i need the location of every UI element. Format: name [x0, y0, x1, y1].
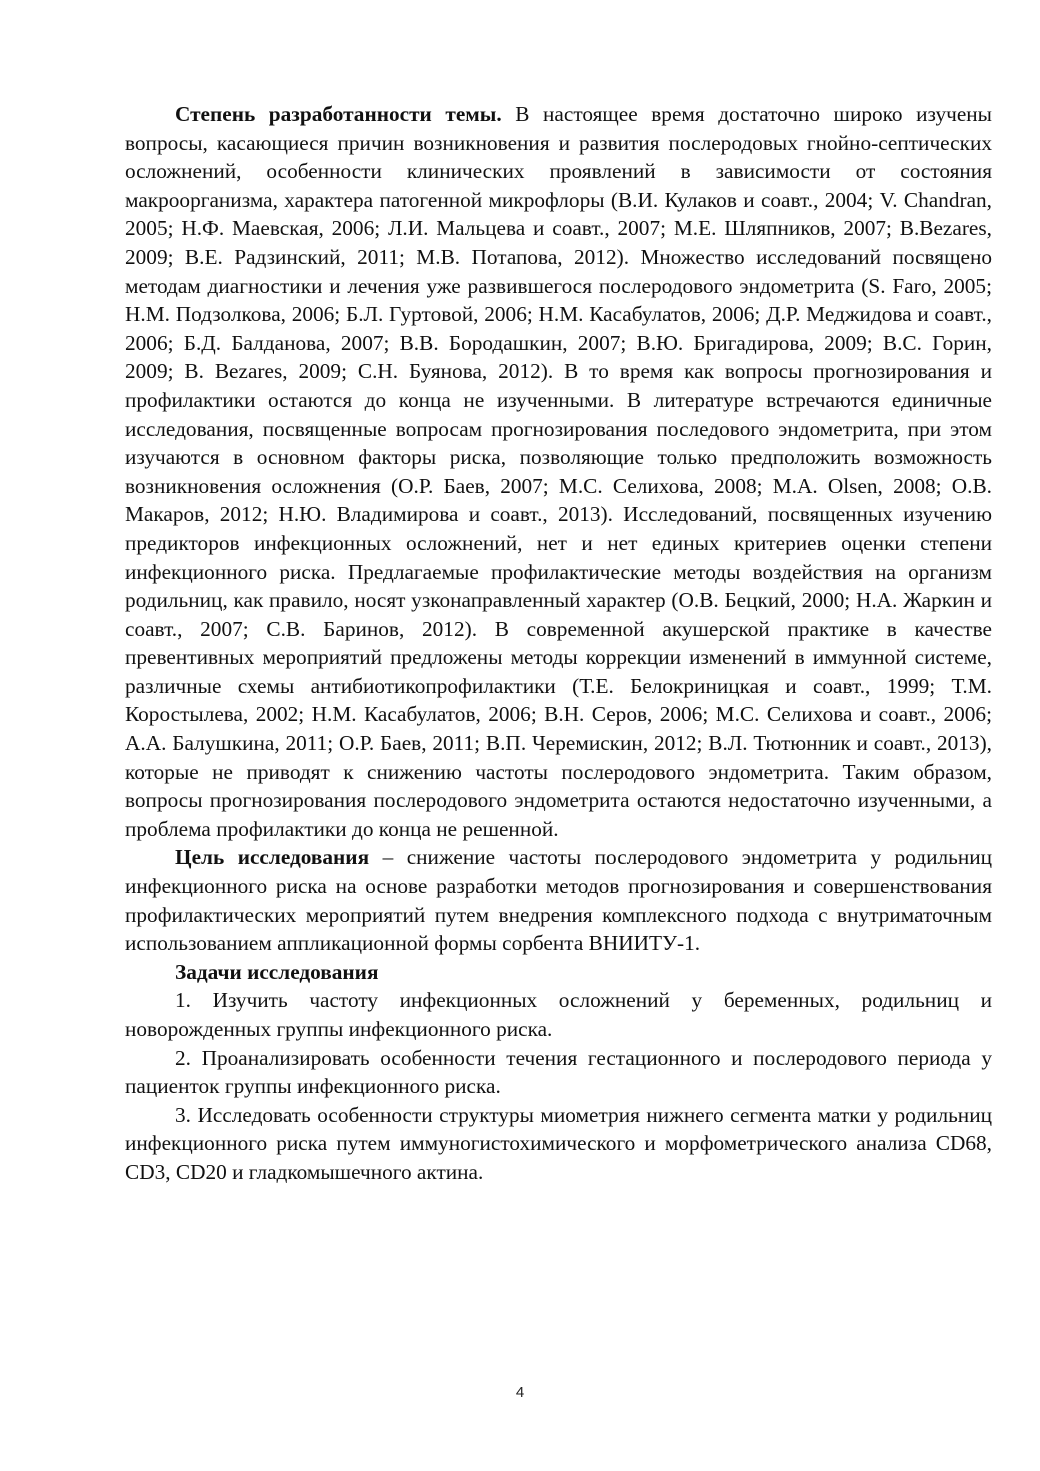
tasks-heading: Задачи исследования — [175, 959, 379, 984]
paragraph-research-goal — [125, 843, 992, 957]
task-item-2: 2. Проанализировать особенности течения гестационного и послеродового периода у пациенток группы инфекционного риска. — [125, 1045, 992, 1099]
document-page — [125, 100, 992, 1187]
task-item-3: 3. Исследовать особенности структуры миометрия нижнего сегмента матки у родильниц инфекционного риска путем иммуногистохимического и морфометрического анализа CD68, CD3, CD20 и гладкомышечного актина. — [125, 1102, 992, 1184]
task-item-1: 1. Изучить частоту инфекционных осложнений у беременных, родильниц и новорожденных группы инфекционного риска. — [125, 988, 992, 1041]
paragraph-lead-degree: Степень разработанности темы. — [175, 102, 502, 126]
paragraph-text-goal: – снижение частоты послеродового эндометрита у родильниц инфекционного риска на основе разработки методов прогнозирования и совершенствования профилактических мероприятий путем внедрения комплексного подхода с внутриматочным использованием аппликационной формы сорбента ВНИИТУ-1. — [125, 845, 993, 956]
paragraph-degree-of-development — [125, 100, 992, 843]
paragraph-text-degree: В настоящее время достаточно широко изучены вопросы, касающиеся причин возникновения и развития послеродовых гнойно-септических осложнений, особенности клинических проявлений в зависимости от состояния макроорганизма, характера патогенной микрофлоры (В.И. Кулаков и соавт., 2004; V. Chandran, 2005; Н.Ф. Маевская, 2006; Л.И. Мальцева и соавт., 2007; М.Е. Шляпников, 2007; В.Bezares, 2009; В.Е. Радзинский, 2011; М.В. Потапова, 2012). Множество исследований посвящено методам диагностики и лечения уже развившегося послеродового эндометрита (S. Faro, 2005; Н.М. Подзолкова, 2006; Б.Л. Гуртовой, 2006; Н.М. Касабулатов, 2006; Д.Р. Меджидова и соавт., 2006; Б.Д. Балданова, 2007; В.В. Бородашкин, 2007; В.Ю. Бригадирова, 2009; В.С. Горин, 2009; В. Bezares, 2009; С.Н. Буянова, 2012). В то время как вопросы прогнозирования и профилактики остаются до конца не изученными. В литературе встречаются единичные исследования, посвященные вопросам прогнозирования последового эндометрита, при этом изучаются в основном факторы риска, позволяющие только предположить возможность возникновения осложнения (О.Р. Баев, 2007; М.С. Селихова, 2008; M.A. Olsen, 2008; О.В. Макаров, 2012; Н.Ю. Владимирова и соавт., 2013). Исследований, посвященных изучению предикторов инфекционных осложнений, нет и нет единых критериев оценки степени инфекционного риска. Предлагаемые профилактические методы воздействия на организм родильниц, как правило, носят узконаправленный характер (О.В. Бецкий, 2000; Н.А. Жаркин и соавт., 2007; С.В. Баринов, 2012). В современной акушерской практике в качестве превентивных мероприятий предложены методы коррекции изменений в иммунной системе, различные схемы антибиотикопрофилактики (Т.Е. Белокриницкая и соавт., 1999; Т.М. Коростылева, 2002; Н.М. Касабулатов, 2006; В.Н. Серов, 2006; М.С. Селихова и соавт., 2006; А.А. Балушкина, 2011; О.Р. Баев, 2011; В.П. Черемискин, 2012; В.Л. Тютюнник и соавт., 2013), которые не приводят к снижению частоты послеродового эндометрита. Таким образом, вопросы прогнозирования послеродового эндометрита остаются недостаточно изученными, а проблема профилактики до конца не решенной. — [125, 102, 992, 841]
page-number: 4 — [515, 1384, 525, 1401]
paragraph-lead-goal: Цель исследования — [175, 845, 370, 870]
